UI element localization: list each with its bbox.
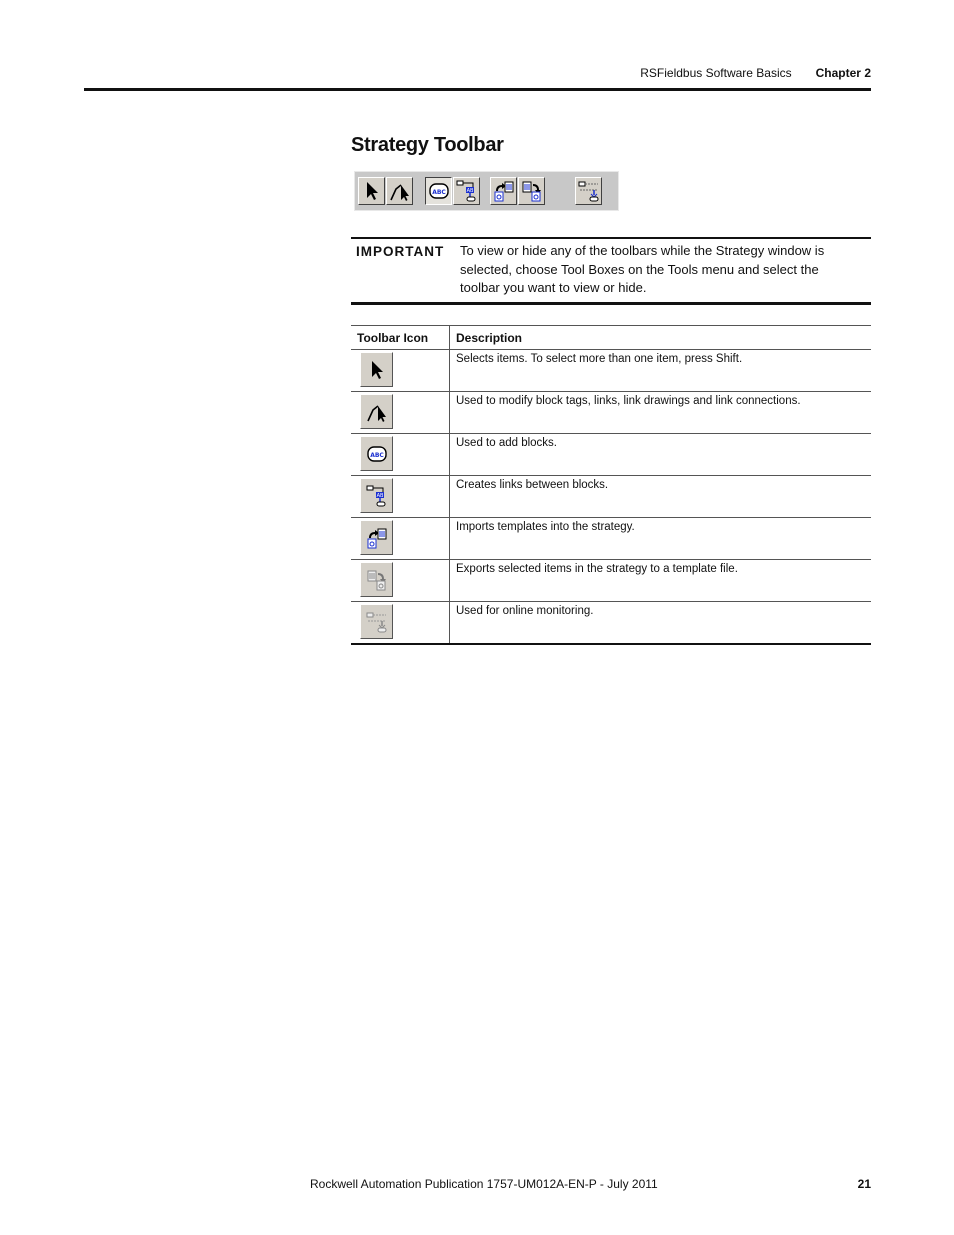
row-description: Used to add blocks. <box>450 434 872 476</box>
row-description: Used to modify block tags, links, link drawings and link connections. <box>450 392 872 434</box>
row-description: Creates links between blocks. <box>450 476 872 518</box>
table-header-row <box>351 326 871 350</box>
svg-text:ABC: ABC <box>431 189 446 196</box>
export-template-icon <box>360 562 393 597</box>
page-number: 21 <box>857 1177 871 1191</box>
col-header-description: Description <box>450 326 872 350</box>
table-row <box>351 476 871 518</box>
create-link-icon <box>360 478 393 513</box>
row-description: Selects items. To select more than one item, press Shift. <box>450 350 872 392</box>
select-arrow-icon <box>360 352 393 387</box>
import-template-icon[interactable] <box>490 177 517 205</box>
page-title: Strategy Toolbar <box>351 134 504 156</box>
important-label: IMPORTANT <box>356 244 445 259</box>
table-row <box>351 602 871 645</box>
svg-text:AB: AB <box>376 492 383 499</box>
header-rule <box>84 88 871 91</box>
header-chapter: Chapter 2 <box>815 66 871 80</box>
row-description: Imports templates into the strategy. <box>450 518 872 560</box>
header-section: RSFieldbus Software Basics <box>640 66 792 80</box>
table-row <box>351 560 871 602</box>
row-description: Exports selected items in the strategy to a template file. <box>450 560 872 602</box>
import-template-icon <box>360 520 393 555</box>
svg-text:AB: AB <box>466 188 473 194</box>
important-note <box>351 237 871 305</box>
svg-text:ABC: ABC <box>369 451 384 459</box>
online-monitor-icon <box>360 604 393 639</box>
add-block-icon[interactable] <box>425 177 452 205</box>
table-row <box>351 518 871 560</box>
modify-link-icon[interactable] <box>386 177 413 205</box>
col-header-icon: Toolbar Icon <box>351 326 450 350</box>
row-description: Used for online monitoring. <box>450 602 872 645</box>
footer-publication: Rockwell Automation Publication 1757-UM012A-EN-P - July 2011 <box>310 1177 658 1191</box>
create-link-icon[interactable] <box>453 177 480 205</box>
strategy-toolbar-image <box>354 171 619 211</box>
table-row <box>351 350 871 392</box>
modify-link-icon <box>360 394 393 429</box>
table-row <box>351 434 871 476</box>
select-arrow-icon[interactable] <box>358 177 385 205</box>
important-text: To view or hide any of the toolbars while the Strategy window is selected, choose Tool Boxes on the Tools menu and select the toolbar you want to view or hide. <box>460 243 825 295</box>
table-row <box>351 392 871 434</box>
export-template-icon[interactable] <box>518 177 545 205</box>
add-block-icon <box>360 436 393 471</box>
toolbar-icon-table <box>351 325 871 645</box>
running-header <box>640 66 871 80</box>
online-monitor-icon[interactable] <box>575 177 602 205</box>
